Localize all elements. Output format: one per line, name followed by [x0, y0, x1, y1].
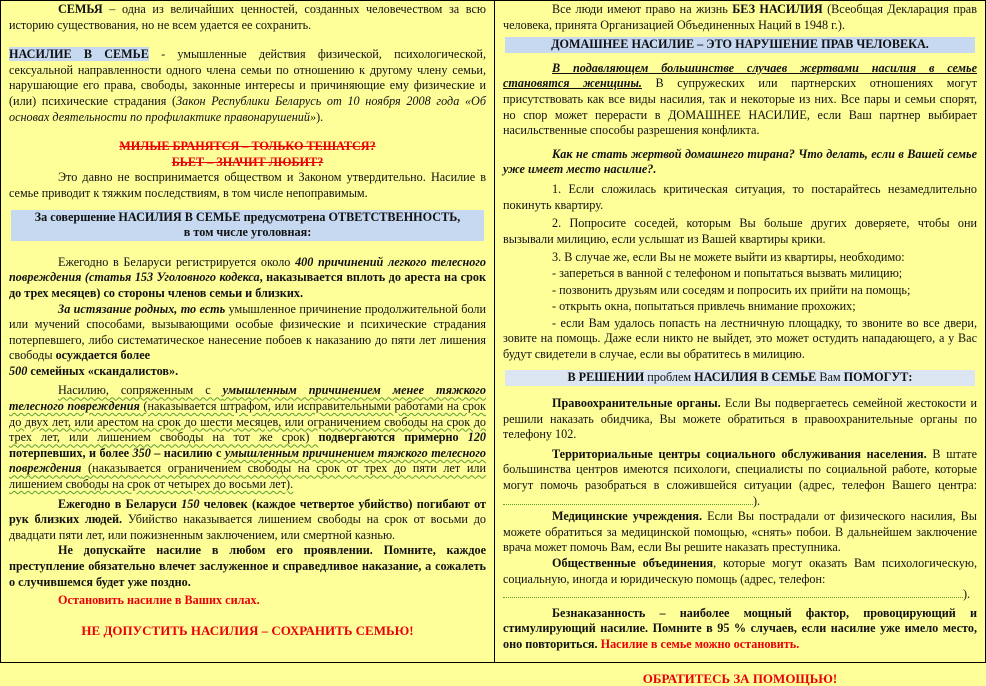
action-2: - позвонить друзьям или соседям и попросить их прийти на помощь;	[552, 282, 911, 297]
impunity-paragraph: Безнаказанность – наиболее мощный фактор, провоцирующий и стимулирующий насилие. Помните в 95 % случаев, если насилие уже имело место, оно повториться. Насилие в семье можно остановить.	[503, 605, 977, 651]
stat-murder: Ежегодно в Беларуси 150 человек (каждое четвертое убийство) погибают от рук близких людей. Убийство наказывается лишением свободы на срок от восьми до двадцати пяти лет, или пожизненным заключением, или смертной казнью.	[9, 496, 486, 542]
help-police: Правоохранительные органы. Если Вы подвергаетесь семейной жестокости и решили наказать обидчика, Вы можете обратиться в правоохранительные органы по телефону 102.	[503, 396, 977, 442]
victim-question: Как не стать жертвой домашнего тирана? Что делать, если в Вашей семье уже имеет место насилие?.	[503, 146, 977, 177]
address-blank	[503, 504, 753, 505]
human-rights-paragraph: Все люди имеют право на жизнь БЕЗ НАСИЛИЯ (Всеобщая Декларация прав человека, принята Организацией Объединенных Наций в 1948 г.).	[503, 2, 977, 32]
myth-line-1: МИЛЫЕ БРАНЯТСЯ – ТОЛЬКО ТЕШАТСЯ?	[119, 139, 376, 154]
right-column	[495, 1, 985, 686]
myth-response: Это давно не воспринимается обществом и Законом утвердительно. Насилие в семье приводит к тяжким последствиям, в том числе непоправимым.	[9, 170, 486, 200]
women-victims-paragraph: В подавляющем большинстве случаев жертвами насилия в семье становятся женщины. В супружеских или партнерских отношениях могут присутствовать как все виды насилия, так и некоторые из них. Все пары и семьи спорят, но спор может перерасти в ДОМАШНЕЕ НАСИЛИЕ, если Ваш партнер выбирает насильственные способы разрешения конфликта.	[503, 60, 977, 138]
step-2: 2. Попросите соседей, которым Вы больше других доверяете, чтобы они вызывали милицию, если услышат из Вашей квартиры крики.	[503, 216, 977, 246]
stop-violence-line: Остановить насилие в Ваших силах.	[58, 593, 260, 608]
left-column	[1, 1, 495, 662]
right-slogan: ОБРАТИТЕСЬ ЗА ПОМОЩЬЮ!	[642, 670, 838, 686]
help-banner: В РЕШЕНИИ проблем НАСИЛИЯ В СЕМЬЕ Вам ПОМОГУТ:	[505, 370, 975, 386]
myth-line-2: БЬЕТ – ЗНАЧИТ ЛЮБИТ?	[171, 154, 324, 169]
violence-definition: НАСИЛИЕ В СЕМЬЕ - умышленные действия физической, психологической, сексуальной направленности одного члена семьи по отношению к другому члену семьи, нарушающие его права, свободы, законные интересы и причиняющие ему физические и (или) психические страдания (Закон Республики Беларусь от 10 ноября 2008 года «Об основах деятельности по профилактике правонарушений»).	[9, 47, 486, 124]
action-4: - если Вам удалось попасть на лестничную площадку, то звоните во все двери, зовите на помощь. Даже если никто не выйдет, это может остудить нападающего, а у Вас будут свидетели в случае, если вы обратитесь в милицию.	[503, 315, 977, 361]
step-3: 3. В случае же, если Вы не можете выйти из квартиры, необходимо:	[552, 250, 905, 265]
warning-paragraph: Не допускайте насилие в любом его проявлении. Помните, каждое преступление обязательно влечет заслуженное и справедливое наказание, а сожалеть о случившемся будет уже поздно.	[9, 543, 486, 589]
action-3: - открыть окна, попытаться привлечь внимание прохожих;	[552, 299, 856, 314]
stat-moderate-injury: Насилию, сопряженным с умышленным причинением менее тяжкого телесного повреждения (наказывается штрафом, или исправительными работами на срок до двух лет, или арестом на срок до шести месяцев, или ограничением свободы на срок до трех лет, или лишением свободы на тот же срок) подвергаются примерно 120 потерпевших, и более 350 – насилию с умышленным причинением тяжкого телесного повреждения (наказывается ограничением свободы на срок от трех до пяти лет или лишением свободы на срок от четырех до восьми лет).	[9, 383, 486, 492]
stat-torture: За истязание родных, то есть умышленное причинение продолжительной боли или мучений способами, вызывающими особые физические и психические страдания потерпевшего, либо систематическое нанесение побоев к наказанию до пяти лет лишения свободы осуждается более 500 семейных «скандалистов».	[9, 301, 486, 378]
responsibility-banner: За совершение НАСИЛИЯ В СЕМЬЕ предусмотрена ОТВЕТСТВЕННОСТЬ, в том числе уголовная:	[11, 210, 484, 241]
contact-blank	[503, 597, 963, 598]
help-medical: Медицинские учреждения. Если Вы пострадали от физического насилия, Вы можете обратиться за медицинской помощью, «снять» побои. В дальнейшем заключение врача может помочь Вам, если Вы решите наказать преступника.	[503, 509, 977, 555]
stat-light-injury: Ежегодно в Беларуси регистрируется около 400 причинений легкого телесного повреждения (статья 153 Уголовного кодекса, наказывается вплоть до ареста на срок до трех месяцев) со стороны членов семьи и близких.	[9, 254, 486, 300]
help-social-centers: Территориальные центры социального обслуживания населения. В штате большинства центров имеются психологи, специалисты по социальной работе, которые могут помочь разобраться в сложившейся ситуации (адрес, телефон Вашего центра:).	[503, 446, 977, 508]
left-slogan: НЕ ДОПУСТИТЬ НАСИЛИЯ – СОХРАНИТЬ СЕМЬЮ!	[81, 622, 414, 638]
help-public-orgs: Общественные объединения, которые могут оказать Вам психологическую, социальную, иногда и юридическую помощь (адрес, телефон: ).	[503, 556, 977, 602]
rights-violation-banner: ДОМАШНЕЕ НАСИЛИЕ – ЭТО НАРУШЕНИЕ ПРАВ ЧЕЛОВЕКА.	[505, 37, 975, 53]
action-1: - запереться в ванной с телефоном и попытаться вызвать милицию;	[552, 265, 903, 280]
step-1: 1. Если сложилась критическая ситуация, то постарайтесь незамедлительно покинуть квартиру.	[503, 181, 977, 212]
family-definition: СЕМЬЯ – одна из величайших ценностей, созданных человечеством за всю историю существования, но не всем удается ее сохранить.	[9, 2, 486, 32]
